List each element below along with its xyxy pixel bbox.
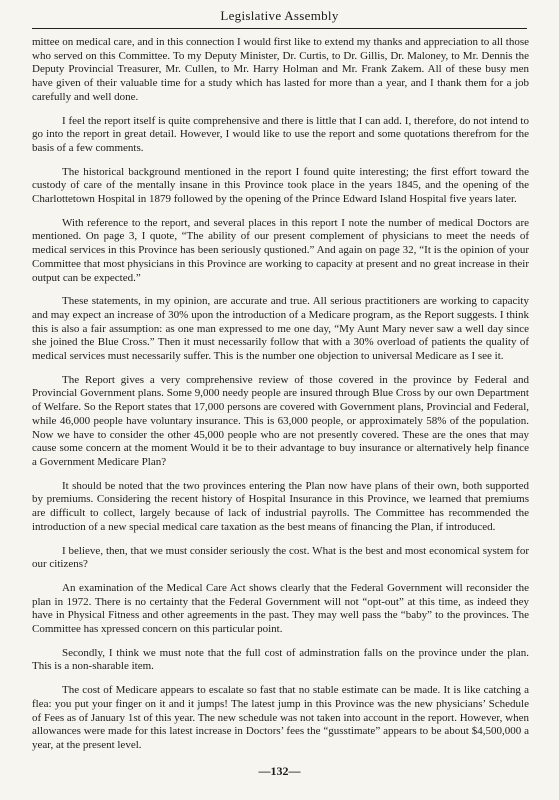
paragraph: These statements, in my opinion, are accurate and true. All serious practitioners are working to capacity and may expect an increase of 30% upon the introduction of a Medicare program, as the Report suggests. I think this is also a fair assumption: as one man expressed to me one day, “My Aunt Mary never saw a well day since she joined the Blue Cross.” Then it must necessarily follow that with a 30% overload of patients the quality of medical services must necessarily suffer. This is the number one objection to universal Medicare as I see it. xyxy=(32,295,529,363)
paragraph: I believe, then, that we must consider seriously the cost. What is the best and most economical system for our citizens? xyxy=(32,544,529,571)
header-title: Legislative Assembly xyxy=(220,8,339,23)
paragraph: mittee on medical care, and in this connection I would first like to extend my thanks and appreciation to all those who served on this Committee. To my Deputy Minister, Dr. Curtis, to Dr. Gillis, Dr. Maloney, to Mr. Dennis the Deputy Provincial Treasurer, Mr. Cullen, to Mr. Harry Holman and Mr. Frank Zakem. All of these busy men have given of their valuable time for a study which has lasted for more than a year, and I thank them for a job carefully and well done. xyxy=(32,36,529,103)
paragraph: An examination of the Medical Care Act shows clearly that the Federal Government will reconsider the plan in 1972. There is no certainty that the Federal Government will not “opt-out” at this time, as indeed they have in Physical Fitness and other agreements in the past. They may well pass the “baby” to the provinces. The Committee has xpressed concern on this particular point. xyxy=(32,581,529,636)
paragraph: I feel the report itself is quite comprehensive and there is little that I can add. I, therefore, do not intend to go into the report in great detail. However, I would like to use the report and some quotations therefrom for the basis of a few comments. xyxy=(32,114,529,154)
paragraph: With reference to the report, and several places in this report I note the number of medical Doctors are mentioned. On page 3, I quote, “The ability of our present complement of physicians to meet the needs of medical services in this Province has been seriously qustioned.” And again on page 32, “It is the opinion of your Committee that most physicians in this Province are working to capacity at present and no great increase in their output can be expected.” xyxy=(32,216,529,284)
paragraph: The historical background mentioned in the report I found quite interesting; the first effort toward the custody of care of the mentally insane in this Province took place in the years 1845, and the opening of the Charlottetown Hospital in 1879 followed by the opening of the Prince Edward Island Hospital five years later. xyxy=(32,165,529,206)
paragraph: The Report gives a very comprehensive review of those covered in the province by Federal and Provincial Government plans. Some 9,000 needy people are insured through Blue Cross by our own Department of Welfare. So the Report states that 17,000 persons are covered with Government plans, Provincial and Federal, while 46,000 people have voluntary insurance. This is 63,000 people, or approximately 58% of the population. Now we have to consider the other 45,000 people who are not presently covered. These are the ones that may cause some concern at the moment Would it be to their advantage to buy insurance or alternatively help finance a Government Medicare Plan? xyxy=(32,373,529,468)
paragraph: The cost of Medicare appears to escalate so fast that no stable estimate can be made. It is like catching a flea: you put your finger on it and it jumps! The latest jump in this Province was the new physicians’ Schedule of Fees as of January 1st of this year. The new schedule was not taken into account in the report. However, when allowances were made for this latest increase in Doctors’ fees the “gusstimate” appears to be about $4,500,000 a year, at the present level. xyxy=(32,684,529,751)
paragraph: It should be noted that the two provinces entering the Plan now have plans of their own, both supported by premiums. Considering the recent history of Hospital Insurance in this Province, we learned that premiums are difficult to collect, largely because of lack of industrial payrolls. The Committee has recommended the introduction of a new special medical care taxation as the best means of financing the Plan, if introduced. xyxy=(32,479,529,533)
page-header xyxy=(32,8,527,29)
body-text xyxy=(32,36,529,763)
paragraph: Secondly, I think we must note that the full cost of adminstration falls on the province under the plan. This is a non-sharable item. xyxy=(32,646,529,673)
page-number: —132— xyxy=(258,764,301,778)
